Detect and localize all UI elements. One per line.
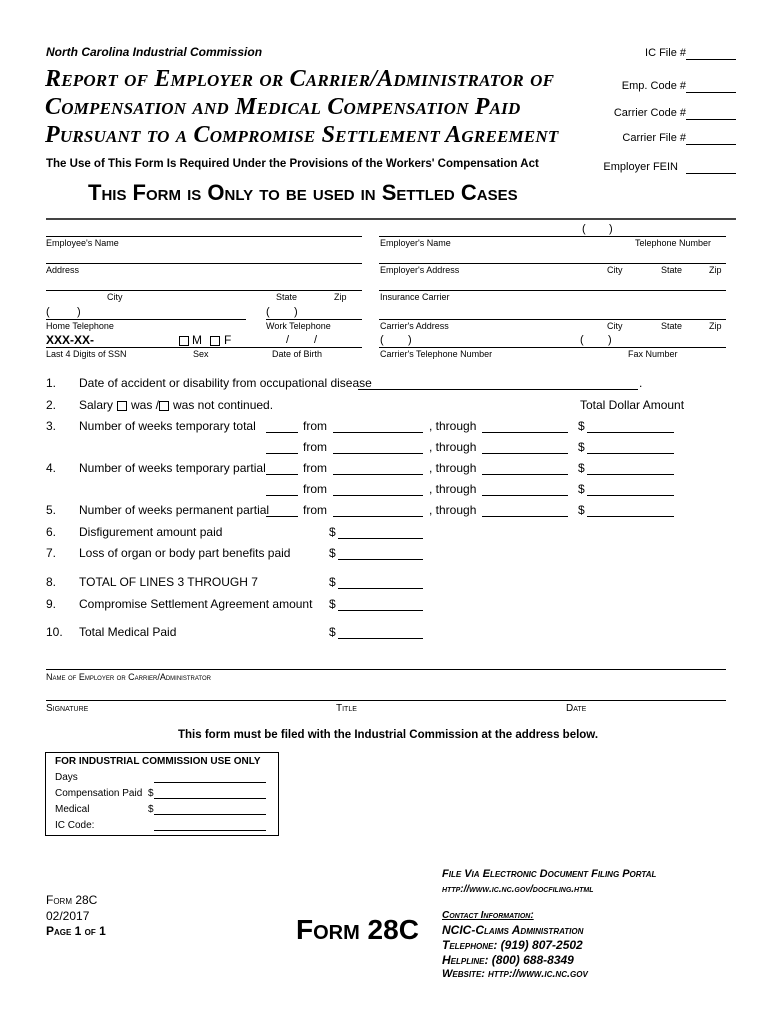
- item-3b-amount[interactable]: [587, 453, 674, 454]
- carrier-telephone-field[interactable]: [379, 347, 726, 348]
- form-label: Form 28C: [46, 893, 98, 907]
- item-2-was: was /: [131, 398, 160, 412]
- item-3b-weeks[interactable]: [266, 453, 298, 454]
- item-3b-through: , through: [429, 440, 477, 454]
- item-8-dollar: $: [329, 575, 336, 589]
- item-4a-through-date[interactable]: [482, 474, 568, 475]
- home-telephone-field[interactable]: [46, 319, 246, 320]
- portal-url[interactable]: http://www.ic.nc.gov/docfiling.html: [442, 884, 594, 895]
- home-telephone-label: Home Telephone: [46, 321, 114, 331]
- form-title-line-1: Report of Employer or Carrier/Administrator of: [45, 66, 555, 92]
- filing-note: This form must be filed with the Industrial Commission at the address below.: [178, 729, 599, 741]
- dob-label: Date of Birth: [272, 349, 323, 359]
- contact-telephone: Telephone: (919) 807-2502: [442, 938, 583, 952]
- item-5-amount[interactable]: [587, 516, 674, 517]
- carrier-address-field[interactable]: [379, 319, 726, 320]
- home-phone-paren-close: ): [77, 306, 81, 318]
- item-5-through-date[interactable]: [482, 516, 568, 517]
- emp-code-field[interactable]: [686, 92, 736, 93]
- dob-slash-1: /: [286, 334, 290, 346]
- dob-slash-2: /: [314, 334, 318, 346]
- carrier-code-field[interactable]: [686, 119, 736, 120]
- item-2-number: 2.: [46, 398, 57, 412]
- item-4b-through: , through: [429, 482, 477, 496]
- page-number: Page 1 of 1: [46, 924, 106, 938]
- item-10-dollar: $: [329, 625, 336, 639]
- item-4b-from: from: [303, 482, 327, 496]
- carrier-file-label: Carrier File #: [622, 132, 686, 144]
- item-2-salary: Salary: [79, 398, 114, 412]
- work-phone-paren-close: ): [294, 306, 298, 318]
- item-4a-from: from: [303, 461, 327, 475]
- work-phone-paren-open: (: [266, 306, 270, 318]
- item-4a-amount[interactable]: [587, 474, 674, 475]
- emp-code-label: Emp. Code #: [621, 80, 686, 92]
- banner-underline: [46, 218, 736, 220]
- employer-phone-paren-open: (: [582, 223, 586, 235]
- item-6-dollar: $: [329, 525, 336, 539]
- item-7-dollar: $: [329, 546, 336, 560]
- employer-address-label: Employer's Address: [380, 265, 460, 275]
- signature-label: Signature: [46, 703, 89, 714]
- item-7-text: Loss of organ or body part benefits paid: [79, 546, 291, 560]
- form-title-line-2: Compensation and Medical Compensation Paid: [45, 94, 521, 120]
- ic-file-field[interactable]: [686, 59, 736, 60]
- item-3a-from: from: [303, 419, 327, 433]
- item-4-number: 4.: [46, 461, 57, 475]
- ic-file-label: IC File #: [645, 47, 686, 59]
- telephone-number-label: Telephone Number: [635, 238, 712, 248]
- item-4b-amount[interactable]: [587, 495, 674, 496]
- item-8-text: TOTAL OF LINES 3 THROUGH 7: [79, 575, 258, 589]
- item-10-amount[interactable]: [338, 638, 423, 639]
- item-3a-dollar: $: [578, 419, 585, 433]
- insurance-carrier-field[interactable]: [379, 290, 726, 291]
- required-note: The Use of This Form Is Required Under the Provisions of the Workers' Compensation Act: [46, 158, 539, 170]
- ic-code-field[interactable]: [154, 830, 266, 831]
- ic-comp-dollar: $: [148, 788, 154, 799]
- item-10-text: Total Medical Paid: [79, 625, 177, 639]
- ic-medical-label: Medical: [55, 804, 90, 815]
- employer-name-field[interactable]: [379, 236, 726, 237]
- item-8-number: 8.: [46, 575, 57, 589]
- item-10-number: 10.: [46, 625, 63, 639]
- state-label: State: [276, 292, 298, 302]
- item-1-number: 1.: [46, 376, 57, 390]
- item-3a-from-date[interactable]: [333, 432, 423, 433]
- item-5-from: from: [303, 503, 327, 517]
- ic-medical-dollar: $: [148, 804, 154, 815]
- item-4a-weeks[interactable]: [266, 474, 298, 475]
- item-3-number: 3.: [46, 419, 57, 433]
- employer-carrier-name-label: Name of Employer or Carrier/Administrator: [46, 672, 211, 682]
- item-5-from-date[interactable]: [333, 516, 423, 517]
- item-3b-dollar: $: [578, 440, 585, 454]
- employee-address-field[interactable]: [46, 263, 362, 264]
- work-telephone-field[interactable]: [266, 319, 362, 320]
- carrier-state-label: State: [661, 321, 683, 331]
- date-label: Date: [566, 703, 587, 714]
- employer-state-label: State: [661, 265, 683, 275]
- item-4a-through: , through: [429, 461, 477, 475]
- ssn-field[interactable]: [46, 347, 362, 348]
- sex-f-checkbox[interactable]: [210, 336, 220, 346]
- employer-fein-field[interactable]: [686, 173, 736, 174]
- total-dollar-amount-header: Total Dollar Amount: [580, 398, 685, 412]
- item-4b-dollar: $: [578, 482, 585, 496]
- carrier-telephone-label: Carrier's Telephone Number: [380, 349, 493, 359]
- employer-fein-label: Employer FEIN: [603, 161, 678, 173]
- sex-label: Sex: [193, 349, 209, 359]
- item-6-number: 6.: [46, 525, 57, 539]
- item-9-dollar: $: [329, 597, 336, 611]
- city-label: City: [107, 292, 123, 302]
- item-4b-through-date[interactable]: [482, 495, 568, 496]
- item-1-period: .: [639, 376, 643, 390]
- form-title-line-3: Pursuant to a Compromise Settlement Agreement: [45, 122, 559, 148]
- item-3-text: Number of weeks temporary total: [79, 419, 256, 433]
- sex-f-label: F: [224, 333, 232, 347]
- carrier-city-label: City: [607, 321, 623, 331]
- contact-org: NCIC-Claims Administration: [442, 923, 584, 937]
- item-6-amount[interactable]: [338, 538, 423, 539]
- item-3a-through: , through: [429, 419, 477, 433]
- contact-heading: Contact Information:: [442, 910, 534, 921]
- item-5-weeks[interactable]: [266, 516, 298, 517]
- item-2-was-not: was not continued.: [173, 398, 274, 412]
- salary-was-checkbox[interactable]: [117, 401, 127, 411]
- item-5-text: Number of weeks permanent partial: [79, 503, 270, 517]
- title-label: Title: [336, 703, 357, 714]
- item-4a-from-date[interactable]: [333, 474, 423, 475]
- fax-number-label: Fax Number: [628, 349, 678, 359]
- item-8-amount[interactable]: [338, 588, 423, 589]
- item-3b-from: from: [303, 440, 327, 454]
- item-7-number: 7.: [46, 546, 57, 560]
- ic-use-heading: FOR INDUSTRIAL COMMISSION USE ONLY: [55, 756, 261, 767]
- ic-days-field[interactable]: [154, 782, 266, 783]
- employer-address-field[interactable]: [379, 263, 726, 264]
- employer-carrier-name-field[interactable]: [46, 669, 726, 670]
- carrier-zip-label: Zip: [709, 321, 722, 331]
- work-telephone-label: Work Telephone: [266, 321, 331, 331]
- item-4-text: Number of weeks temporary partial: [79, 461, 266, 475]
- ic-comp-paid-field[interactable]: [154, 798, 266, 799]
- item-4b-from-date[interactable]: [333, 495, 423, 496]
- signature-line[interactable]: [46, 700, 726, 701]
- fax-paren-close: ): [608, 334, 612, 346]
- item-3b-through-date[interactable]: [482, 453, 568, 454]
- item-3b-from-date[interactable]: [333, 453, 423, 454]
- item-3a-through-date[interactable]: [482, 432, 568, 433]
- accident-date-field[interactable]: [358, 389, 638, 390]
- item-5-dollar: $: [578, 503, 585, 517]
- item-3a-amount[interactable]: [587, 432, 674, 433]
- employer-name-label: Employer's Name: [380, 238, 451, 248]
- item-7-amount[interactable]: [338, 559, 423, 560]
- ic-comp-paid-label: Compensation Paid: [55, 788, 143, 799]
- ic-code-label: IC Code:: [55, 820, 95, 831]
- ic-medical-field[interactable]: [154, 814, 266, 815]
- item-5-number: 5.: [46, 503, 57, 517]
- item-3a-weeks[interactable]: [266, 432, 298, 433]
- filing-portal: File Via Electronic Document Filing Portal: [442, 868, 657, 880]
- address-label: Address: [46, 265, 80, 275]
- carrier-code-label: Carrier Code #: [613, 107, 686, 119]
- item-9-amount[interactable]: [338, 610, 423, 611]
- employer-zip-label: Zip: [709, 265, 722, 275]
- agency-name: North Carolina Industrial Commission: [46, 45, 263, 59]
- employer-phone-paren-close: ): [609, 223, 613, 235]
- sex-m-checkbox[interactable]: [179, 336, 189, 346]
- home-phone-paren-open: (: [46, 306, 50, 318]
- employee-name-field[interactable]: [46, 236, 362, 237]
- zip-label: Zip: [334, 292, 347, 302]
- fax-paren-open: (: [580, 334, 584, 346]
- sex-m-label: M: [192, 333, 202, 347]
- item-5-through: , through: [429, 503, 477, 517]
- carrier-phone-paren-close: ): [408, 334, 412, 346]
- last4-ssn-label: Last 4 Digits of SSN: [46, 349, 127, 359]
- item-4a-dollar: $: [578, 461, 585, 475]
- insurance-carrier-label: Insurance Carrier: [380, 292, 450, 302]
- employee-name-label: Employee's Name: [46, 238, 119, 248]
- ssn-prefix: XXX-XX-: [46, 333, 95, 347]
- big-form-number: Form 28C: [296, 914, 419, 945]
- item-9-number: 9.: [46, 597, 57, 611]
- carrier-phone-paren-open: (: [380, 334, 384, 346]
- item-1-text: Date of accident or disability from occupational disease: [79, 376, 372, 390]
- salary-was-not-checkbox[interactable]: [159, 401, 169, 411]
- carrier-file-field[interactable]: [686, 144, 736, 145]
- item-4b-weeks[interactable]: [266, 495, 298, 496]
- employer-city-label: City: [607, 265, 623, 275]
- employee-city-field[interactable]: [46, 290, 362, 291]
- carrier-address-label: Carrier's Address: [380, 321, 449, 331]
- item-9-text: Compromise Settlement Agreement amount: [79, 597, 313, 611]
- ic-days-label: Days: [55, 772, 78, 783]
- item-6-text: Disfigurement amount paid: [79, 525, 223, 539]
- contact-website[interactable]: Website: http://www.ic.nc.gov: [442, 968, 588, 980]
- settled-cases-banner: This Form is Only to be used in Settled Cases: [88, 180, 518, 205]
- form-revision: 02/2017: [46, 909, 90, 923]
- contact-helpline: Helpline: (800) 688-8349: [442, 953, 574, 967]
